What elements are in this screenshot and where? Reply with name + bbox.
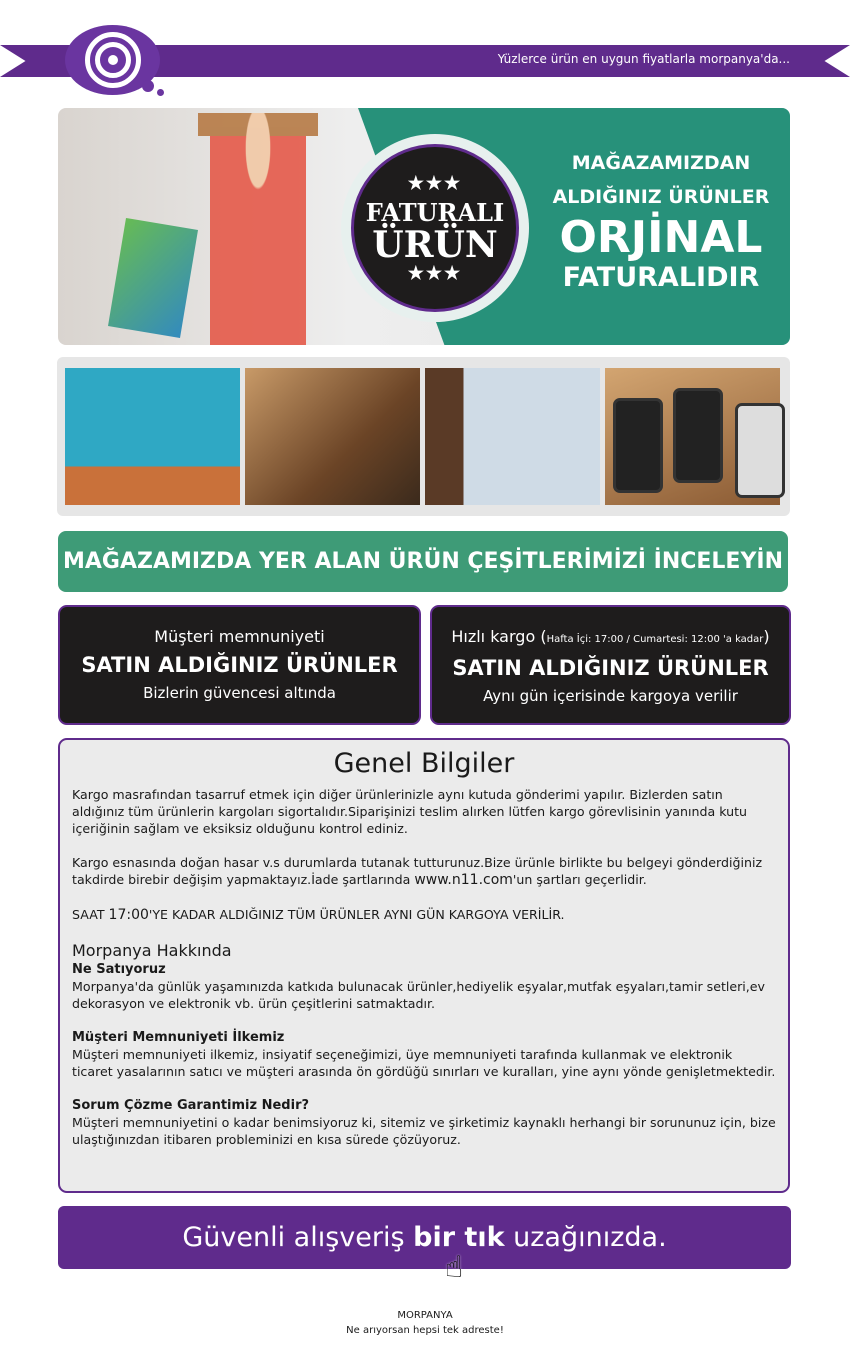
info-paragraph (72, 854, 776, 889)
badge-line1: FATURALI (365, 197, 505, 227)
box-top (432, 625, 789, 652)
cta-bold: bir tık (413, 1222, 505, 1253)
info-paragraph (72, 906, 776, 924)
info-text: Kargo esnasında doğan hasar v.s durumlarda tutanak tutturunuz.Bize ürünle birlikte bu belgeyi gönderdiğiniz takdirde birebir değişim yapmaktayız.İade şartlarında (72, 855, 763, 887)
woman-image (198, 113, 318, 345)
hero-line2: ALDIĞINIZ ÜRÜNLER (552, 186, 770, 208)
section-text: Müşteri memnuniyetini o kadar benimsiyoruz ki, sitemiz ve şirketimiz kaynaklı herhangi bir sorununuz için, bize ulaştığınızdan itibaren probleminizi en kısa sürede çözüyoruz. (72, 1115, 776, 1147)
box-main: SATIN ALDIĞINIZ ÜRÜNLER (452, 656, 769, 680)
box-bottom: Bizlerin güvencesi altında (143, 684, 336, 702)
cta-text: uzağınızda. (504, 1222, 667, 1253)
logo-dot (157, 89, 164, 96)
info-title: Genel Bilgiler (333, 748, 515, 779)
invoice-badge (341, 134, 529, 322)
box-main: SATIN ALDIĞINIZ ÜRÜNLER (81, 653, 398, 677)
info-paragraph: Kargo masrafından tasarruf etmek için diğer ürünlerinizle aynı kutuda gönderimi yapılır. Bizlerden satın aldığınız tüm ürünlerin kargoları sigortalıdır.Siparişinizi teslim alırken lütfen kargo görevlisinin yanında kutu içeriğinin sağlam ve eksiksiz olduğunu kontrol ediniz. (72, 787, 748, 836)
section-title-bar[interactable]: MAĞAZAMIZDA YER ALAN ÜRÜN ÇEŞİTLERİMİZİ İNCELEYİN (58, 531, 788, 592)
box-top-end: ) (763, 627, 770, 646)
info-text: 'un şartları geçerlidir. (512, 872, 647, 887)
box-top-hours: Hafta İçi: 17:00 / Cumartesi: 12:00 'a kadar (546, 634, 764, 645)
furniture-image[interactable] (425, 368, 600, 505)
section-heading: Ne Satıyoruz (72, 962, 166, 977)
satisfaction-box (58, 605, 421, 725)
box-top-text: Hızlı kargo ( (451, 627, 547, 646)
shop-now-button[interactable] (58, 1206, 791, 1269)
cutoff-time: 17:00 (108, 907, 149, 923)
shipping-box (430, 605, 791, 725)
phones-image[interactable] (605, 368, 780, 505)
about-title: Morpanya Hakkında (72, 941, 232, 960)
hand-cursor-icon: ☝ (445, 1250, 464, 1285)
product-gallery (57, 357, 790, 516)
phone-image (735, 403, 785, 498)
shopping-bags-image (108, 218, 198, 338)
footer-brand: MORPANYA (397, 1310, 453, 1321)
stars-icon: ★★★ (407, 172, 463, 194)
section-text: Müşteri memnuniyeti ilkemiz, insiyatif seçeneğimizi, üye memnuniyeti tarafında kullanmak ve elektronik ticaret yasalarının satıcı ve müşteri arasında ön gördüğü sınırları ve kuralları, yine aynı yönde genişletmektedir. (72, 1047, 776, 1079)
section-heading: Sorum Çözme Garantimiz Nedir? (72, 1098, 310, 1113)
section-heading: Müşteri Memnuniyeti İlkemiz (72, 1030, 285, 1045)
general-info-panel (58, 738, 790, 1193)
hero-line1: MAĞAZAMIZDAN (571, 152, 751, 174)
cta-text: Güvenli alışveriş (182, 1222, 414, 1253)
header-tagline: Yüzlerce ürün en uygun fiyatlarla morpanya'da... (497, 52, 790, 66)
phone-image (673, 388, 723, 483)
stars-icon: ★★★ (407, 262, 463, 284)
hero-banner[interactable] (58, 108, 790, 345)
logo-dot (142, 80, 154, 92)
info-text: 'YE KADAR ALDIĞINIZ TÜM ÜRÜNLER AYNI GÜN KARGOYA VERİLİR. (148, 907, 565, 922)
tools-image[interactable] (245, 368, 420, 505)
hero-text (536, 146, 786, 294)
footer (0, 1308, 850, 1338)
box-bottom: Aynı gün içerisinde kargoya verilir (483, 687, 738, 705)
section-text: Morpanya'da günlük yaşamınızda katkıda bulunacak ürünler,hediyelik eşyalar,mutfak eşyaları,tamir setleri,ev dekorasyon ve elektronik vb. ürün çeşitlerini satmaktadır. (72, 979, 766, 1011)
n11-link[interactable]: www.n11.com (414, 872, 513, 888)
box-top: Müşteri memnuniyeti (154, 627, 325, 646)
badge-line2: ÜRÜN (372, 223, 498, 266)
info-text: SAAT (72, 907, 109, 922)
footer-slogan: Ne arıyorsan hepsi tek adreste! (346, 1325, 504, 1336)
phone-image (613, 398, 663, 493)
kitchen-image[interactable] (65, 368, 240, 505)
hero-line3: ORJİNAL (559, 212, 763, 263)
hero-line4: FATURALIDIR (562, 262, 760, 293)
